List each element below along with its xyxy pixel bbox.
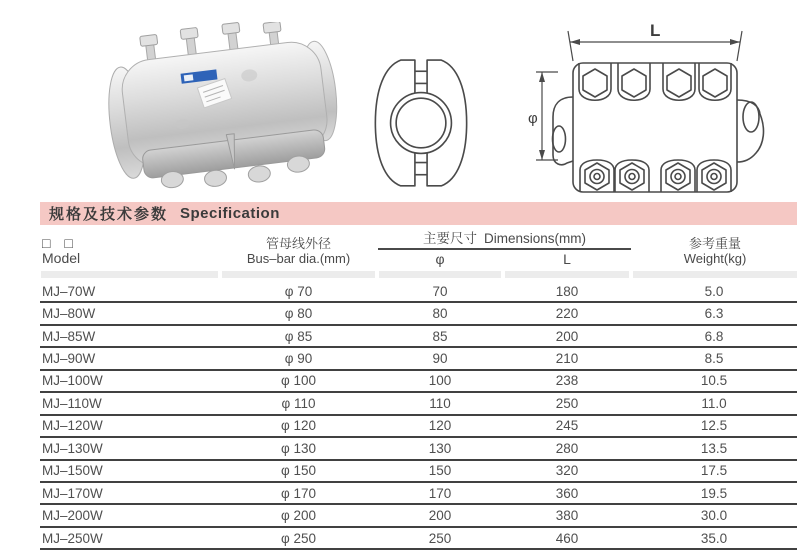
cell-length: 380 [555,508,579,524]
cell-length: 360 [555,485,579,501]
cell-length: 280 [555,440,579,456]
column-header-dimensions [378,231,631,250]
cell-model: MJ–85W [42,328,96,344]
cell-busbar-diameter: φ 90 [284,351,313,367]
column-header-weight [633,236,797,266]
left-tube-end [553,126,566,152]
cell-model: MJ–90W [42,351,96,367]
cell-busbar-diameter: φ 170 [280,485,317,501]
cell-phi: 130 [428,440,452,456]
cell-model: MJ–70W [42,283,96,299]
end-view-diagram [370,53,472,195]
table-row [40,416,797,438]
spec-table [40,281,797,550]
cell-length: 460 [555,530,579,546]
right-tube [737,100,763,162]
column-header-busbar-en: Bus–bar dia.(mm) [246,251,351,266]
table-row [40,528,797,550]
cell-busbar-diameter: φ 120 [280,418,317,434]
cell-weight: 30.0 [700,508,728,524]
header-divider-band [379,271,501,278]
column-header-model [42,236,80,266]
cell-weight: 8.5 [704,351,724,367]
cell-busbar-diameter: φ 150 [280,463,317,479]
side-view-diagram [528,13,796,210]
column-header-dimensions-zh: 主要尺寸 [422,231,477,246]
cell-model: MJ–170W [42,485,103,501]
bore-inner-circle [396,98,446,148]
cell-phi: 110 [429,395,451,411]
cell-phi: 170 [428,485,452,501]
section-title-en: Specification [180,205,280,222]
column-header-model-zh: □ □ [42,235,78,251]
column-header-model-en: Model [42,250,81,266]
cell-model: MJ–100W [42,373,103,389]
cell-length: 200 [555,328,579,344]
cell-busbar-diameter: φ 110 [281,395,316,411]
diameter-dimension [536,72,558,160]
cell-phi: 70 [432,283,448,299]
diameter-dimension-label: φ [528,110,538,127]
table-row [40,505,797,527]
cell-busbar-diameter: φ 200 [280,508,317,524]
left-tube [553,97,573,165]
cell-phi: 250 [428,530,452,546]
column-header-busbar-zh: 管母线外径 [265,236,331,251]
section-title-zh: 规格及技术参数 [49,206,169,223]
cell-model: MJ–110W [42,395,102,411]
column-header-l: L [563,251,571,267]
length-dimension-label: L [650,21,661,40]
header-divider-band [222,271,375,278]
cell-phi: 85 [432,328,448,344]
cell-phi: 150 [428,463,452,479]
cell-phi: 100 [428,373,452,389]
cell-length: 245 [555,418,579,434]
coupler-body-outline [573,63,737,192]
cell-weight: 6.3 [704,306,724,322]
cell-phi: 120 [428,418,452,434]
cell-phi: 200 [428,508,452,524]
table-row [40,348,797,370]
specification-header-bar [40,202,797,225]
product-photo [85,22,360,194]
cell-busbar-diameter: φ 130 [280,440,317,456]
table-row [40,393,797,415]
cell-phi: 80 [432,306,448,322]
cell-busbar-diameter: φ 70 [284,283,313,299]
cell-weight: 12.5 [700,418,728,434]
table-row [40,483,797,505]
right-tube-end [743,102,759,132]
column-header-weight-en: Weight(kg) [683,251,747,266]
cell-weight: 35.0 [700,530,728,546]
column-header-busbar [220,236,377,266]
column-header-phi: φ [435,251,445,267]
header-divider-band [505,271,629,278]
table-row [40,303,797,325]
cell-busbar-diameter: φ 250 [280,530,317,546]
cell-length: 320 [555,463,579,479]
cell-weight: 11.0 [701,395,727,411]
cell-model: MJ–150W [42,463,103,479]
cell-phi: 90 [432,351,448,367]
column-header-weight-zh: 参考重量 [688,236,741,251]
table-row [40,461,797,483]
cell-weight: 17.5 [700,463,728,479]
table-row [40,438,797,460]
cell-length: 210 [555,351,579,367]
cell-length: 250 [555,395,579,411]
cell-busbar-diameter: φ 100 [280,373,317,389]
header-divider-band [633,271,797,278]
cell-weight: 5.0 [704,283,724,299]
table-row [40,371,797,393]
cell-weight: 19.5 [700,485,728,501]
cell-model: MJ–130W [42,440,103,456]
cell-busbar-diameter: φ 80 [284,306,313,322]
cell-busbar-diameter: φ 85 [284,328,313,344]
cell-weight: 6.8 [704,328,724,344]
table-row [40,281,797,303]
cell-length: 220 [555,306,579,322]
cell-weight: 10.5 [700,373,728,389]
column-header-dimensions-en: Dimensions(mm) [483,231,586,246]
header-divider-band [41,271,218,278]
cell-length: 180 [555,283,579,299]
cell-model: MJ–80W [42,306,96,322]
cell-model: MJ–120W [42,418,103,434]
cell-model: MJ–200W [42,508,103,524]
cell-length: 238 [555,373,579,389]
table-row [40,326,797,348]
cell-model: MJ–250W [42,530,103,546]
cell-weight: 13.5 [700,440,728,456]
